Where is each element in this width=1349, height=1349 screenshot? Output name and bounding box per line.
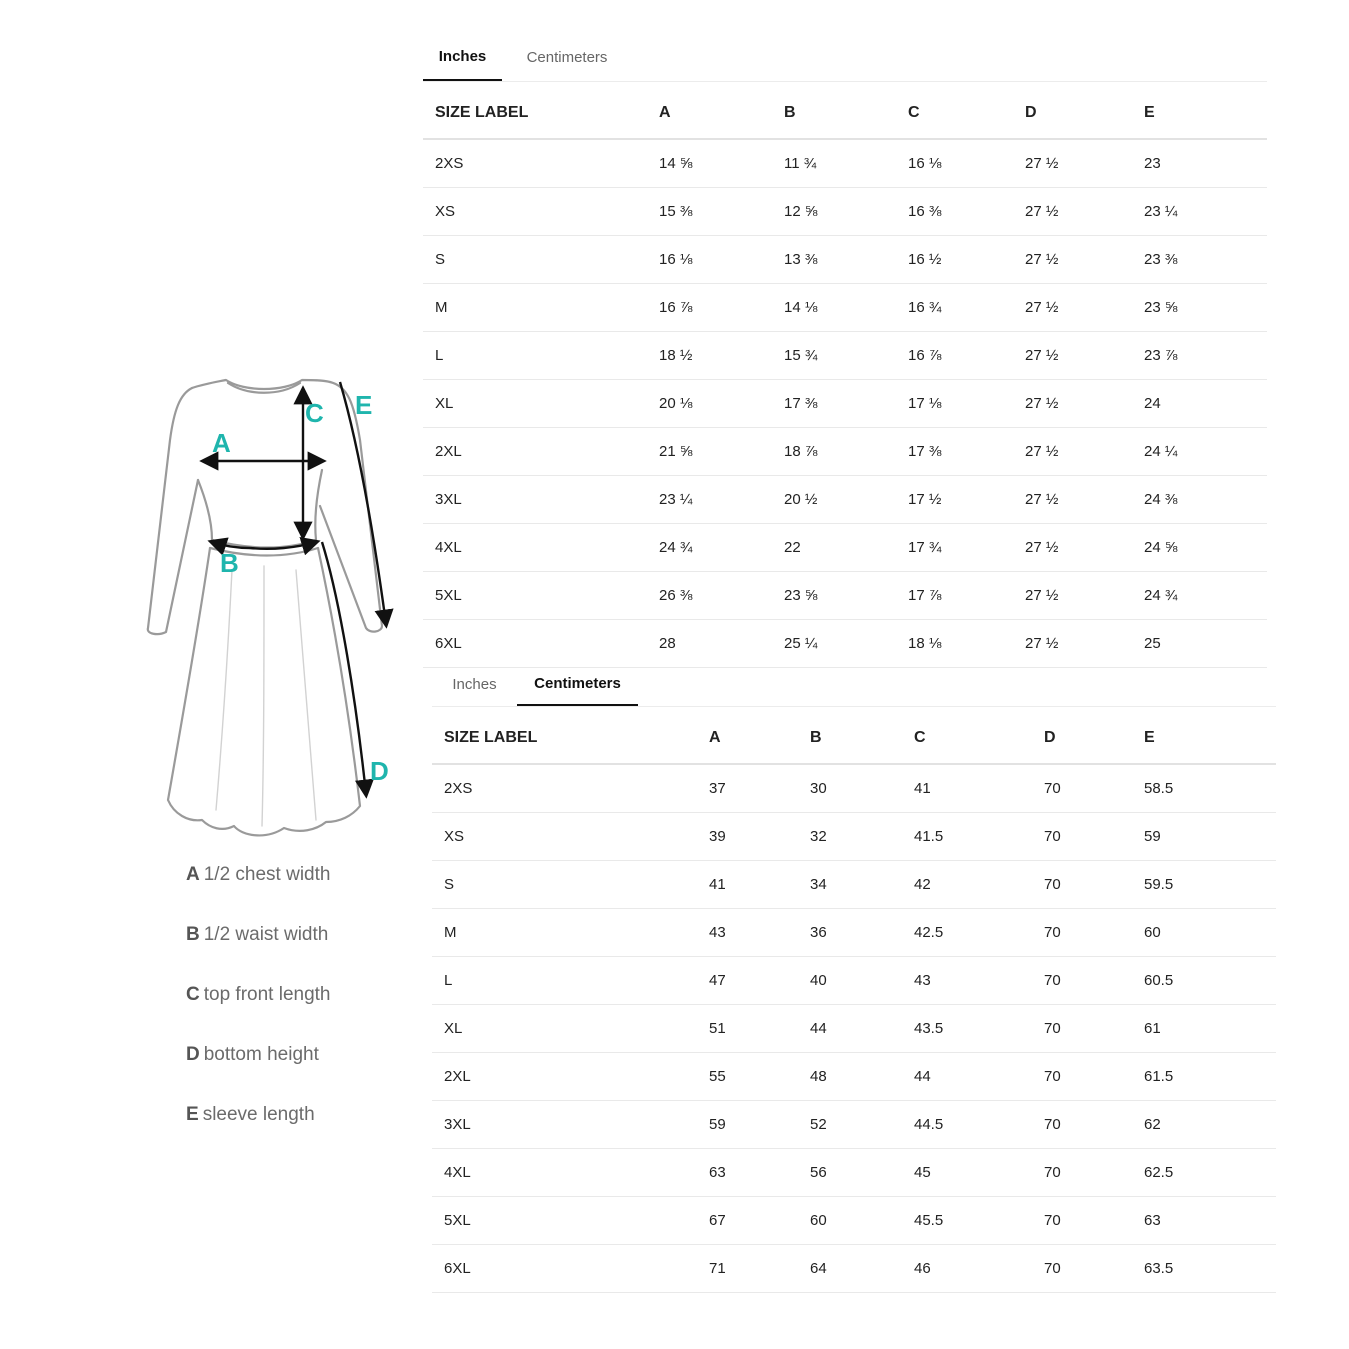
unit-tabs-bottom	[432, 662, 1276, 707]
measurement-cell: 63	[709, 1149, 810, 1197]
column-header-size-label: SIZE LABEL	[423, 88, 659, 139]
table-row	[423, 428, 1267, 476]
table-row	[432, 1149, 1276, 1197]
size-label-cell: XL	[432, 1005, 709, 1053]
measurement-cell: 30	[810, 764, 914, 813]
measurement-cell: 44.5	[914, 1101, 1044, 1149]
table-row	[423, 380, 1267, 428]
measurement-cell: 70	[1044, 1053, 1144, 1101]
measurement-cell: 23 ⅝	[784, 572, 908, 620]
size-label-cell: 2XL	[432, 1053, 709, 1101]
measurement-cell: 11 ¾	[784, 139, 908, 188]
measurement-cell: 43.5	[914, 1005, 1044, 1053]
measurement-cell: 70	[1044, 957, 1144, 1005]
column-header-size-label: SIZE LABEL	[432, 713, 709, 764]
size-label-cell: 2XS	[423, 139, 659, 188]
measurement-cell: 59.5	[1144, 861, 1276, 909]
legend-text: 1/2 chest width	[203, 864, 331, 885]
measurement-cell: 39	[709, 813, 810, 861]
measurement-cell: 25 ¼	[784, 620, 908, 668]
measurement-cell: 15 ⅜	[659, 188, 784, 236]
measurement-cell: 21 ⅝	[659, 428, 784, 476]
measurement-cell: 16 ¾	[908, 284, 1025, 332]
measurement-cell: 16 ⅞	[659, 284, 784, 332]
measurement-cell: 61.5	[1144, 1053, 1276, 1101]
column-header-a: A	[659, 88, 784, 139]
size-label-cell: 2XL	[423, 428, 659, 476]
table-row	[423, 236, 1267, 284]
label-d: D	[370, 756, 389, 786]
measurement-cell: 17 ⅜	[908, 428, 1025, 476]
table-row	[432, 1053, 1276, 1101]
measurement-cell: 25	[1144, 620, 1267, 668]
measurement-cell: 45.5	[914, 1197, 1044, 1245]
size-label-cell: L	[423, 332, 659, 380]
measurement-cell: 27 ½	[1025, 476, 1144, 524]
legend-item-d	[186, 1038, 406, 1098]
tab-inches[interactable]: Inches	[423, 34, 502, 81]
measurement-cell: 20 ⅛	[659, 380, 784, 428]
measurement-cell: 16 ⅞	[908, 332, 1025, 380]
measurement-cell: 14 ⅝	[659, 139, 784, 188]
size-label-cell: M	[432, 909, 709, 957]
table-header-row	[423, 88, 1267, 139]
size-label-cell: 2XS	[432, 764, 709, 813]
table-row	[423, 620, 1267, 668]
legend-item-c	[186, 978, 406, 1038]
table-row	[423, 139, 1267, 188]
size-label-cell: XS	[423, 188, 659, 236]
measurement-cell: 17 ¾	[908, 524, 1025, 572]
measurement-cell: 16 ⅜	[908, 188, 1025, 236]
table-row	[432, 957, 1276, 1005]
measurement-cell: 20 ½	[784, 476, 908, 524]
measurement-cell: 27 ½	[1025, 332, 1144, 380]
measurement-cell: 24 ⅝	[1144, 524, 1267, 572]
measurement-cell: 44	[914, 1053, 1044, 1101]
measurement-cell: 41.5	[914, 813, 1044, 861]
measurement-cell: 60	[1144, 909, 1276, 957]
dress-illustration	[140, 370, 400, 850]
measurement-cell: 32	[810, 813, 914, 861]
measurement-cell: 71	[709, 1245, 810, 1293]
column-header-e: E	[1144, 88, 1267, 139]
column-header-c: C	[908, 88, 1025, 139]
size-label-cell: 4XL	[432, 1149, 709, 1197]
measurement-cell: 63.5	[1144, 1245, 1276, 1293]
measurement-cell: 27 ½	[1025, 524, 1144, 572]
size-label-cell: S	[432, 861, 709, 909]
measurement-cell: 14 ⅛	[784, 284, 908, 332]
measurement-cell: 45	[914, 1149, 1044, 1197]
column-header-d: D	[1044, 713, 1144, 764]
size-label-cell: 3XL	[432, 1101, 709, 1149]
measurement-cell: 23	[1144, 139, 1267, 188]
measurement-cell: 60	[810, 1197, 914, 1245]
table-row	[432, 1197, 1276, 1245]
measurement-cell: 64	[810, 1245, 914, 1293]
measurement-cell: 55	[709, 1053, 810, 1101]
legend-text: sleeve length	[202, 1104, 315, 1125]
size-label-cell: XL	[423, 380, 659, 428]
measurement-cell: 40	[810, 957, 914, 1005]
measurement-cell: 48	[810, 1053, 914, 1101]
legend-text: top front length	[203, 984, 331, 1005]
measurement-cell: 18 ½	[659, 332, 784, 380]
legend-text: 1/2 waist width	[203, 924, 329, 945]
size-label-cell: 3XL	[423, 476, 659, 524]
measurement-cell: 34	[810, 861, 914, 909]
legend-text: bottom height	[203, 1044, 319, 1065]
legend-item-a	[186, 858, 406, 918]
tab-inches[interactable]: Inches	[452, 675, 497, 693]
measurement-cell: 59	[709, 1101, 810, 1149]
table-row	[423, 188, 1267, 236]
table-row	[432, 764, 1276, 813]
column-header-a: A	[709, 713, 810, 764]
table-row	[432, 1005, 1276, 1053]
column-header-c: C	[914, 713, 1044, 764]
size-label-cell: 4XL	[423, 524, 659, 572]
measurement-cell: 27 ½	[1025, 236, 1144, 284]
measurement-cell: 51	[709, 1005, 810, 1053]
measurement-cell: 22	[784, 524, 908, 572]
table-row	[432, 1101, 1276, 1149]
column-header-e: E	[1144, 713, 1276, 764]
measurement-cell: 28	[659, 620, 784, 668]
measurement-cell: 27 ½	[1025, 620, 1144, 668]
measurement-cell: 13 ⅜	[784, 236, 908, 284]
measurement-cell: 16 ⅛	[659, 236, 784, 284]
table-row	[432, 909, 1276, 957]
measurement-cell: 46	[914, 1245, 1044, 1293]
tab-centimeters[interactable]: Centimeters	[517, 662, 638, 706]
measurement-cell: 27 ½	[1025, 139, 1144, 188]
measurement-cell: 12 ⅝	[784, 188, 908, 236]
measurement-cell: 47	[709, 957, 810, 1005]
table-row	[432, 813, 1276, 861]
measurement-cell: 62.5	[1144, 1149, 1276, 1197]
legend-key: C	[186, 984, 200, 1005]
measurement-cell: 70	[1044, 909, 1144, 957]
measurement-cell: 63	[1144, 1197, 1276, 1245]
label-a: A	[212, 428, 231, 458]
legend-item-e	[186, 1098, 406, 1158]
measurement-cell: 41	[709, 861, 810, 909]
measurement-cell: 27 ½	[1025, 428, 1144, 476]
measurement-cell: 17 ⅛	[908, 380, 1025, 428]
tab-centimeters[interactable]: Centimeters	[526, 49, 608, 66]
dress-outline	[148, 380, 382, 835]
size-table-centimeters	[432, 713, 1276, 1293]
measurement-cell: 26 ⅜	[659, 572, 784, 620]
measurement-cell: 27 ½	[1025, 284, 1144, 332]
measurement-cell: 56	[810, 1149, 914, 1197]
table-row	[423, 572, 1267, 620]
column-header-d: D	[1025, 88, 1144, 139]
measurement-cell: 70	[1044, 764, 1144, 813]
label-b: B	[220, 548, 239, 578]
measurement-cell: 61	[1144, 1005, 1276, 1053]
measurement-cell: 17 ⅜	[784, 380, 908, 428]
label-e: E	[355, 390, 373, 420]
table-row	[423, 524, 1267, 572]
measurement-cell: 42.5	[914, 909, 1044, 957]
measurement-cell: 15 ¾	[784, 332, 908, 380]
measurement-cell: 52	[810, 1101, 914, 1149]
measurement-cell: 17 ⅞	[908, 572, 1025, 620]
measurement-cell: 23 ⅜	[1144, 236, 1267, 284]
measurement-cell: 70	[1044, 1005, 1144, 1053]
measurement-cell: 27 ½	[1025, 188, 1144, 236]
measurement-cell: 24 ¼	[1144, 428, 1267, 476]
legend-key: E	[186, 1104, 199, 1125]
legend-key: D	[186, 1044, 200, 1065]
measurement-cell: 62	[1144, 1101, 1276, 1149]
measurement-cell: 18 ⅛	[908, 620, 1025, 668]
size-label-cell: 5XL	[432, 1197, 709, 1245]
size-label-cell: XS	[432, 813, 709, 861]
size-label-cell: L	[432, 957, 709, 1005]
measurement-cell: 17 ½	[908, 476, 1025, 524]
table-body	[423, 139, 1267, 668]
table-row	[423, 284, 1267, 332]
measurement-cell: 23 ¼	[1144, 188, 1267, 236]
legend-key: B	[186, 924, 200, 945]
measurement-cell: 43	[914, 957, 1044, 1005]
measurement-cell: 24 ¾	[1144, 572, 1267, 620]
table-row	[432, 861, 1276, 909]
measurement-cell: 24 ¾	[659, 524, 784, 572]
measurement-cell: 70	[1044, 861, 1144, 909]
measurement-cell: 16 ½	[908, 236, 1025, 284]
table-body	[432, 764, 1276, 1293]
measurement-cell: 43	[709, 909, 810, 957]
measurement-cell: 24 ⅜	[1144, 476, 1267, 524]
dress-diagram	[140, 370, 400, 850]
measurement-cell: 70	[1044, 1245, 1144, 1293]
legend-item-b	[186, 918, 406, 978]
measurement-legend	[186, 858, 406, 1158]
measurement-cell: 44	[810, 1005, 914, 1053]
size-table-inches	[423, 88, 1267, 668]
measurement-cell: 41	[914, 764, 1044, 813]
measurement-cell: 27 ½	[1025, 380, 1144, 428]
unit-tabs-top	[423, 34, 1267, 82]
measurement-cell: 70	[1044, 1149, 1144, 1197]
measurement-cell: 18 ⅞	[784, 428, 908, 476]
column-header-b: B	[810, 713, 914, 764]
size-label-cell: 6XL	[432, 1245, 709, 1293]
size-label-cell: M	[423, 284, 659, 332]
size-label-cell: 5XL	[423, 572, 659, 620]
measurement-cell: 58.5	[1144, 764, 1276, 813]
size-label-cell: 6XL	[423, 620, 659, 668]
table-row	[423, 476, 1267, 524]
measurement-cell: 59	[1144, 813, 1276, 861]
measurement-cell: 23 ⅝	[1144, 284, 1267, 332]
table-row	[423, 332, 1267, 380]
legend-key: A	[186, 864, 200, 885]
measurement-cell: 37	[709, 764, 810, 813]
measurement-cell: 27 ½	[1025, 572, 1144, 620]
table-header-row	[432, 713, 1276, 764]
measurement-cell: 70	[1044, 813, 1144, 861]
size-label-cell: S	[423, 236, 659, 284]
table-row	[432, 1245, 1276, 1293]
measurement-cell: 42	[914, 861, 1044, 909]
measurement-cell: 16 ⅛	[908, 139, 1025, 188]
measurement-cell: 36	[810, 909, 914, 957]
measurement-cell: 24	[1144, 380, 1267, 428]
measurement-cell: 70	[1044, 1197, 1144, 1245]
label-c: C	[305, 398, 324, 428]
measurement-cell: 23 ¼	[659, 476, 784, 524]
measurement-cell: 23 ⅞	[1144, 332, 1267, 380]
measurement-cell: 60.5	[1144, 957, 1276, 1005]
measurement-cell: 67	[709, 1197, 810, 1245]
column-header-b: B	[784, 88, 908, 139]
measurement-cell: 70	[1044, 1101, 1144, 1149]
